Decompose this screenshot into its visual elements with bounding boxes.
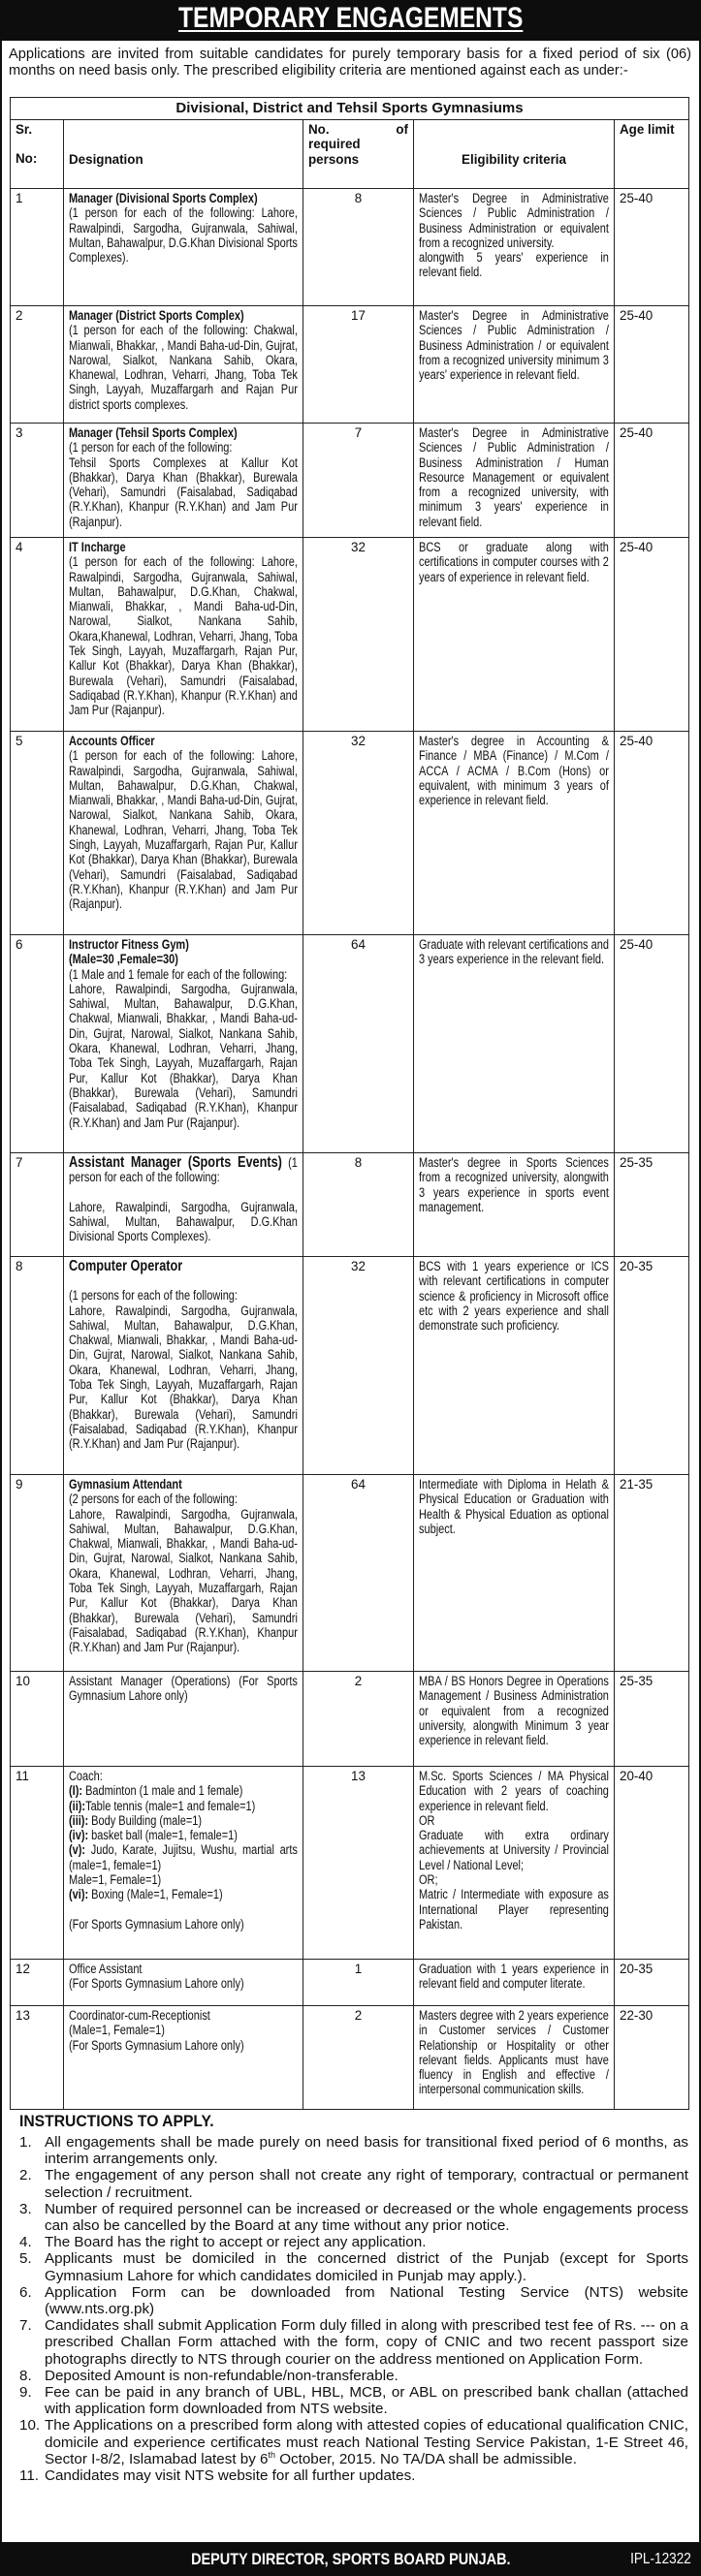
eligibility-content [419,425,609,529]
required-count: 32 [351,1259,366,1273]
intro-paragraph: Applications are invited from suitable candidates for purely temporary basis for a fixed period of six (06) months on need basis only. The prescribed eligibility criteria are mentioned against each as under:- [9,47,691,79]
age-limit: 21-35 [620,1477,653,1492]
designation-detail [69,554,298,717]
designation-cell [64,732,303,935]
required-count: 64 [351,1477,366,1492]
age-cell [615,1672,689,1767]
spacer [69,1273,298,1288]
header-eligibility [414,120,615,189]
sr-cell [11,538,64,732]
table-header-row [11,120,689,189]
designation-detail [69,1304,298,1452]
age-cell [615,1153,689,1257]
age-limit: 20-40 [620,1769,653,1783]
eligibility-cell [414,1767,615,1960]
positions-table [10,97,689,2110]
age-cell [615,1767,689,1960]
designation-content [69,1962,298,1992]
eligibility-cell [414,538,615,732]
age-cell [615,306,689,424]
detail-text: Lahore, Rawalpindi, Sargodha, Gujranwala, Sahiwal, Multan, Bahawalpur, D.G.Khan, Chakwal, Mianwali, Bhakkar, , Mandi Baha-ud-Din, Gujrat, Narowal, Sialkot, Nankana Sahib, Okara, Khanewal, Lodhran, Veharri, Jhang, Toba Tek Singh, Layyah, Muzaffargarh, Rajan Pur, Kallur Kot (Bhakkar), Darya Khan (Bhakkar), Burewala (Vehari), Samundri (Faisalabad, Sadiqabad (R.Y.Khan), Khanpur (R.Y.Khan) and Jam Pur (Rajanpur). [69,1506,298,1655]
eligibility-paragraph: Master's Degree in Administrative Sciences / Public Administration / Business Administration / Human Resource Management or equivalent from a recognized university, with minimum 3 years' experience in relevant field. [419,425,609,529]
required-count: 13 [351,1769,366,1783]
sr-number: 12 [16,1962,30,1976]
detail-text: basket ball (male=1, female=1) [88,1828,238,1843]
instruction-number: 9. [19,2384,32,2402]
instruction-number: 1. [19,2134,32,2151]
required-count: 32 [351,734,366,748]
detail-label: (iii): [69,1812,89,1828]
table-row [11,538,689,732]
detail-label: (iv): [69,1828,89,1843]
designation-cell [64,2006,303,2110]
eligibility-cell [414,1475,615,1672]
instruction-number: 2. [19,2167,32,2184]
age-cell [615,732,689,935]
required-count-cell [303,1475,414,1672]
instruction-item [19,2134,688,2167]
instruction-item [19,2284,688,2317]
designation-title: Instructor Fitness Gym) [69,937,189,952]
designation-content [69,191,298,265]
required-count: 2 [354,1674,363,1688]
eligibility-paragraph: Master's Degree in Administrative Sciences / Public Administration / Business Administration or equivalent from a recognized university. [419,191,609,250]
designation-detail [69,1783,298,1798]
required-count-cell [303,732,414,935]
designation-cell [64,1475,303,1672]
header-sr-line1: Sr. [16,122,33,137]
instruction-number: 10. [19,2417,41,2435]
required-count-cell [303,1257,414,1475]
sr-cell [11,424,64,538]
header-of-word: of [396,122,408,137]
eligibility-paragraph: Master's Degree in Administrative Sciences / Public Administration / Business Administration / or equivalent from a recognized university minimum 3 years' experience in relevant field. [419,308,609,383]
designation-title: Manager (Divisional Sports Complex) [69,191,258,205]
designation-detail [69,205,298,265]
table-row [11,1475,689,1672]
header-no-word: No. [308,122,330,137]
eligibility-paragraph: Graduate with extra ordinary achievements at University / Provincial Level / National Level; [419,1828,609,1872]
eligibility-cell [414,306,615,424]
eligibility-paragraph: BCS with 1 years experience or ICS with relevant certifications in computer science & proficiency in Microsoft office etc with 2 years experience and shall demonstrate such proficiency. [419,1259,609,1334]
eligibility-paragraph: OR; [419,1872,438,1888]
instruction-text: The engagement of any person shall not create any right of temporary, contractual or permanent selection / recruitment. [45,2167,688,2201]
instruction-number: 7. [19,2317,32,2335]
instruction-text: Candidates shall submit Application Form duly filled in along with prescribed test fee of Rs. --- on a prescribed Challan Form attached with the form, copy of CNIC and two recent passport size photographs directly to NTS through courier on the address mentioned on Application Form. [45,2317,688,2368]
sr-cell [11,1257,64,1475]
age-cell [615,935,689,1153]
required-count-cell [303,306,414,424]
age-limit: 25-35 [620,1674,653,1688]
sr-cell [11,1153,64,1257]
header-sr-line2: No: [16,151,38,167]
designation-detail [69,748,298,911]
sr-number: 1 [16,191,23,205]
instruction-item [19,2234,688,2250]
sr-cell [11,732,64,935]
sr-cell [11,1672,64,1767]
sr-number: 10 [16,1674,30,1688]
sr-cell [11,1475,64,1672]
designation-cell [64,1153,303,1257]
spacer [69,1902,298,1917]
age-cell [615,1475,689,1672]
header-required-persons-text: required persons [308,137,361,167]
eligibility-cell [414,1257,615,1475]
age-limit: 25-40 [620,308,653,323]
designation-cell [64,306,303,424]
designation-cell [64,1767,303,1960]
instruction-number: 3. [19,2200,32,2217]
age-limit: 25-40 [620,191,653,205]
detail-text: (2 persons for each of the following: [69,1492,238,1507]
age-limit: 20-35 [620,1962,653,1976]
age-cell [615,189,689,306]
sr-cell [11,935,64,1153]
designation-detail [69,440,298,455]
designation-detail [69,1492,298,1506]
instruction-text: Application Form can be downloaded from National Testing Service (NTS) website (www.nts.org.pk) [45,2283,688,2318]
table-row [11,732,689,935]
eligibility-paragraph: MBA / BS Honors Degree in Operations Management / Business Administration or equivalent from a recognized university, alongwith Minimum 3 year experience in relevant field. [419,1674,609,1748]
designation-content [69,734,298,912]
designation-content [69,1769,298,1932]
designation-content [69,1259,298,1452]
table-row [11,1257,689,1475]
eligibility-paragraph: Masters degree with 2 years experience in Customer services / Customer Relationship or Hospitality or other relevant fields. Applicants must have fluency in English and effective / interpersonal communication skills. [419,2008,609,2097]
required-count-cell [303,1153,414,1257]
detail-text: (For Sports Gymnasium Lahore only) [69,1976,244,1992]
eligibility-cell [414,1960,615,2006]
designation-content [69,308,298,412]
footer-band [0,2542,701,2576]
designation-detail [69,1887,298,1901]
designation-note: (1 person for each of the following: [69,1155,298,1185]
eligibility-cell [414,1672,615,1767]
designation-title: Gymnasium Attendant [69,1477,182,1492]
page-title-text: TEMPORARY ENGAGEMENTS [177,2,524,34]
required-count: 64 [351,937,366,952]
detail-text: (1 Male and 1 female for each of the following: [69,966,288,982]
table-caption-text: Divisional, District and Tehsil Sports Gymnasiums [175,100,524,117]
designation-title: Office Assistant [69,1962,143,1976]
detail-text: (1 person for each of the following: Lahore, Rawalpindi, Sargodha, Gujranwala, Sahiwal, Multan, Bahawalpur, D.G.Khan Divisional Sports Complexes). [69,205,298,266]
detail-label: (vi): [69,1887,89,1902]
sr-number: 3 [16,425,23,440]
eligibility-cell [414,2006,615,2110]
eligibility-content [419,191,609,280]
eligibility-paragraph: M.Sc. Sports Sciences / MA Physical Education with 2 years of coaching experience in relevant field. [419,1769,609,1813]
required-count: 17 [351,308,366,323]
designation-title: (Male=30 ,Female=30) [69,952,178,967]
designation-content [69,1674,298,1704]
eligibility-cell [414,935,615,1153]
instruction-item [19,2384,688,2417]
detail-text: Body Building (male=1) [88,1812,203,1828]
required-count-cell [303,538,414,732]
ad-code-text: IPL-12322 [630,2551,691,2567]
age-cell [615,538,689,732]
instruction-text: Number of required personnel can be increased or decreased or the whole engagements process can also be cancelled by the Board at any time without any prior notice. [45,2200,688,2235]
instruction-item [19,2417,688,2467]
designation-detail [69,982,298,1130]
designation-title: Accounts Officer [69,734,155,748]
eligibility-paragraph: Graduation with 1 years experience in relevant field and computer literate. [419,1962,609,1992]
age-cell [615,2006,689,2110]
designation-detail [69,1842,298,1872]
required-count: 1 [354,1962,363,1976]
instructions-list [19,2134,688,2484]
eligibility-paragraph: Master's degree in Accounting & Finance / MBA (Finance) / M.Com / ACCA / ACMA / B.Com (Hons) or equivalent, with minimum 3 years of experience in relevant field. [419,734,609,808]
designation-detail [69,1288,298,1303]
designation-content [69,2008,298,2053]
eligibility-cell [414,424,615,538]
eligibility-paragraph: Matric / Intermediate with exposure as International Player representing Pakistan. [419,1887,609,1932]
table-row [11,935,689,1153]
designation-title: Manager (District Sports Complex) [69,308,244,323]
designation-cell [64,538,303,732]
eligibility-content [419,937,609,967]
header-designation [64,120,303,189]
designation-detail [69,323,298,412]
detail-label: (v): [69,1842,86,1858]
table-row [11,189,689,306]
required-count: 2 [354,2008,363,2023]
table-row [11,2006,689,2110]
detail-label: (ii): [69,1798,86,1813]
detail-text: Lahore, Rawalpindi, Sargodha, Gujranwala, Sahiwal, Multan, Bahawalpur, D.G.Khan, Chakwal, Mianwali, Bhakkar, , Mandi Baha-ud-Din, Gujrat, Narowal, Sialkot, Nankana Sahib, Okara, Khanewal, Lodhran, Veharri, Jhang, Toba Tek Singh, Layyah, Muzaffargarh, Rajan Pur, Kallur Kot (Bhakkar), Darya Khan (Bhakkar), Burewala (Vehari), Samundri (Faisalabad, Sadiqabad (R.Y.Khan), Khanpur (R.Y.Khan) and Jam Pur (Rajanpur). [69,981,298,1130]
required-count-cell [303,1672,414,1767]
designation-cell [64,935,303,1153]
designation-detail [69,967,298,982]
age-limit: 25-40 [620,937,653,952]
sr-cell [11,2006,64,2110]
designation-detail [69,1799,298,1813]
designation-cell [64,1257,303,1475]
eligibility-cell [414,732,615,935]
eligibility-cell [414,1153,615,1257]
eligibility-content [419,1259,609,1333]
signatory-text: DEPUTY DIRECTOR, SPORTS BOARD PUNJAB. [190,2550,511,2568]
detail-text: Male=1, Female=1) [69,1872,162,1888]
required-count: 8 [354,191,363,205]
instruction-item [19,2201,688,2234]
detail-text: (1 persons for each of the following: [69,1288,238,1304]
age-cell [615,1960,689,2006]
instruction-item [19,2250,688,2283]
designation-detail [69,1872,298,1887]
required-count-cell [303,2006,414,2110]
eligibility-paragraph: OR [419,1812,435,1828]
eligibility-content [419,2008,609,2097]
instruction-number: 5. [19,2250,32,2268]
detail-text: (1 person for each of the following: Lahore, Rawalpindi, Sargodha, Gujranwala, Sahiwal, Multan, Bahawalpur, D.G.Khan, Chakwal, Mianwali, Bhakkar, , Mandi Baha-ud-Din, Gujrat, Narowal, Sialkot, Nankana Sahib, Okara, Khanewal, Lodhran, Veharri, Jhang, Toba Tek Singh, Layyah, Muzaffargarh, Rajan Pur, Kallur Kot (Bhakkar), Darya Khan (Bhakkar), Burewala (Vehari), Samundri (Faisalabad, Sadiqabad (R.Y.Khan), Khanpur (R.Y.Khan) and Jam Pur (Rajanpur). [69,748,298,912]
instruction-text: All engagements shall be made purely on need basis for transitional fixed period of 6 months, as interim arrangements only. [45,2134,688,2168]
page-title [0,2,701,35]
designation-content [69,937,298,1130]
eligibility-content [419,1477,609,1536]
instruction-text: The Board has the right to accept or reject any application. [45,2234,427,2251]
detail-text: Tehsil Sports Complexes at Kallur Kot (Bhakkar), Darya Khan (Bhakkar), Burewala (Vehari), Samundri (Faisalabad, Sadiqabad (R.Y.Khan), Khanpur (R.Y.Khan) and Jam Pur (Rajanpur). [69,455,298,529]
age-cell [615,1257,689,1475]
sr-cell [11,189,64,306]
required-count: 7 [354,425,363,440]
designation-detail [69,2023,298,2037]
detail-text: (Male=1, Female=1) [69,2023,165,2038]
header-eligibility-text: Eligibility criteria [462,152,566,168]
required-count-cell [303,424,414,538]
sr-number: 8 [16,1259,23,1273]
instruction-text: Fee can be paid in any branch of UBL, HBL, MCB, or ABL on prescribed bank challan (attached with application form downloaded from NTS website. [45,2384,688,2418]
instruction-item [19,2317,688,2368]
spacer [69,1185,298,1200]
required-count-cell [303,935,414,1153]
required-count-cell [303,1767,414,1960]
age-limit: 22-30 [620,2008,653,2023]
age-limit: 25-40 [620,425,653,440]
eligibility-content [419,308,609,382]
age-cell [615,424,689,538]
required-count: 32 [351,540,366,554]
sr-number: 2 [16,308,23,323]
sr-number: 9 [16,1477,23,1492]
detail-text: Judo, Karate, Jujitsu, Wushu, martial arts (male=1, female=1) [69,1842,298,1872]
header-sr-no [11,120,64,189]
age-limit: 25-35 [620,1155,653,1170]
sr-number: 4 [16,540,23,554]
instructions-heading-text: INSTRUCTIONS TO APPLY. [19,2113,214,2130]
designation-content [69,1155,298,1243]
eligibility-content [419,1769,609,1932]
eligibility-paragraph: Intermediate with Diploma in Helath & Physical Education or Graduation with Health & Physical Eduation as optional subject. [419,1477,609,1536]
instruction-text: Candidates may visit NTS website for all further updates. [45,2467,416,2485]
eligibility-paragraph: Graduate with relevant certifications and 3 years experience in the relevant field. [419,937,609,967]
required-count-cell [303,1960,414,2006]
designation-title: Computer Operator [69,1258,183,1274]
header-age-limit [615,120,689,189]
instructions-section [19,2113,688,2484]
sr-number: 7 [16,1155,23,1170]
sr-number: 5 [16,734,23,748]
table-row [11,1153,689,1257]
detail-text: Table tennis (male=1 and female=1) [85,1798,256,1813]
age-limit: 20-35 [620,1259,653,1273]
detail-text: Boxing (Male=1, Female=1) [88,1887,223,1902]
detail-text: (For Sports Gymnasium Lahore only) [69,2037,244,2053]
designation-title: Manager (Tehsil Sports Complex) [69,425,238,440]
instruction-item [19,2167,688,2200]
sr-number: 6 [16,937,23,952]
detail-text: (For Sports Gymnasium Lahore only) [69,1916,244,1932]
designation-title: Assistant Manager (Sports Events) [69,1154,282,1171]
sr-number: 13 [16,2008,30,2023]
sr-cell [11,1960,64,2006]
eligibility-content [419,734,609,807]
ordinal-suffix: th [268,2449,275,2460]
sr-cell [11,1767,64,1960]
instruction-number: 6. [19,2283,32,2301]
instruction-number: 11. [19,2467,39,2485]
designation-detail [69,1917,298,1932]
detail-text: (1 person for each of the following: Lahore, Rawalpindi, Sargodha, Gujranwala, Sahiwal, Multan, Bahawalpur, D.G.Khan, Chakwal, Mianwali, Bhakkar, , Mandi Baha-ud-Din, Narowal, Sialkot, Nankana Sahib, Okara,Khanewal, Lodhran, Veharri, Jhang, Toba Tek Singh, Layyah, Muzaffargarh, Rajan Pur, Kallur Kot (Bhakkar), Darya Khan (Bhakkar), Burewala (Vehari), Samundri (Faisalabad, Sadiqabad (R.Y.Khan), Khanpur (R.Y.Khan) and Jam Pur (Rajanpur). [69,554,298,718]
detail-text: Lahore, Rawalpindi, Sargodha, Gujranwala, Sahiwal, Multan, Bahawalpur, D.G.Khan Divisional Sports Complexes). [69,1199,298,1244]
table-row [11,1767,689,1960]
eligibility-paragraph: alongwith 5 years' experience in relevant field. [419,250,609,280]
designation-content [69,425,298,529]
designation-cell [64,424,303,538]
eligibility-content [419,540,609,584]
designation-detail [69,2038,298,2053]
sr-number: 11 [16,1769,29,1783]
table-row [11,1672,689,1767]
eligibility-content [419,1962,609,1992]
eligibility-content [419,1155,609,1214]
designation-content [69,540,298,718]
detail-text: Lahore, Rawalpindi, Sargodha, Gujranwala, Sahiwal, Multan, Bahawalpur, D.G.Khan, Chakwal, Mianwali, Bhakkar, , Mandi Baha-ud-Din, Gujrat, Narowal, Sialkot, Nankana Sahib, Okara, Khanewal, Lodhran, Veharri, Jhang, Toba Tek Singh, Layyah, Muzaffargarh, Rajan Pur, Kallur Kot (Bhakkar), Darya Khan (Bhakkar), Burewala (Vehari), Samundri (Faisalabad, Sadiqabad (R.Y.Khan), Khanpur (R.Y.Khan) and Jam Pur (Rajanpur). [69,1303,298,1452]
sr-cell [11,306,64,424]
table-row [11,424,689,538]
designation-detail [69,1507,298,1655]
instruction-text: Deposited Amount is non-refundable/non-transferable. [45,2367,398,2384]
designation-title: Coach: [69,1769,103,1783]
designation-detail [69,1976,298,1991]
table-row [11,1960,689,2006]
designation-cell [64,189,303,306]
detail-text: (1 person for each of the following: Chakwal, Mianwali, Bhakkar, , Mandi Baha-ud-Din, Gujrat, Narowal, Sialkot, Nankana Sahib, Okara, Khanewal, Lodhran, Veharri, Jhang, Toba Tek Singh, Layyah, Muzaffargarh and Rajan Pur district sports complexes. [69,323,298,412]
detail-text: Badminton (1 male and 1 female) [82,1783,243,1799]
designation-detail [69,456,298,529]
designation-cell [64,1960,303,2006]
age-limit: 25-40 [620,734,653,748]
designation-detail [69,1828,298,1842]
instruction-text: Applicants must be domiciled in the concerned district of the Punjab (except for Sports Gymnasium Lahore for which candidates domiciled in Punjab may apply.). [45,2250,688,2284]
designation-detail [69,1813,298,1828]
instruction-number: 8. [19,2367,32,2384]
detail-label: (I): [69,1783,83,1799]
designation-cell [64,1672,303,1767]
designation-content [69,1477,298,1655]
ad-code [620,2551,691,2568]
header-required-persons [303,120,414,189]
detail-text: (1 person for each of the following: [69,440,233,456]
designation-title: Coordinator-cum-Receptionist [69,2008,210,2023]
instruction-item [19,2368,688,2384]
designation-title: IT Incharge [69,540,126,554]
instruction-item [19,2467,688,2484]
eligibility-paragraph: Master's degree in Sports Sciences from a recognized university, alongwith 3 years experience in sports event management. [419,1155,609,1214]
signatory [0,2550,701,2569]
required-count-cell [303,189,414,306]
instructions-heading [19,2113,688,2131]
table-row [11,306,689,424]
table-caption [11,98,689,120]
instruction-text-cont: October, 2015. No TA/DA shall be admissible. [274,2450,577,2467]
age-limit: 25-40 [620,540,653,554]
required-count: 8 [354,1155,363,1170]
instruction-text: The Applications on a prescribed form along with attested copies of educational qualification CNIC, domicile and experience certificates must reach National Testing Service Pakistan, 1-E Street 46, Sector I-8/2, Islamabad latest by 6 [45,2417,688,2467]
eligibility-content [419,1674,609,1747]
header-age-text: Age limit [620,122,675,137]
designation-detail [69,1200,298,1244]
designation-title: Assistant Manager (Operations) (For Sports Gymnasium Lahore only) [69,1674,298,1704]
eligibility-cell [414,189,615,306]
header-designation-text: Designation [69,152,143,168]
instruction-number: 4. [19,2234,32,2251]
eligibility-paragraph: BCS or graduate along with certifications in computer courses with 2 years of experience in relevant field. [419,540,609,584]
